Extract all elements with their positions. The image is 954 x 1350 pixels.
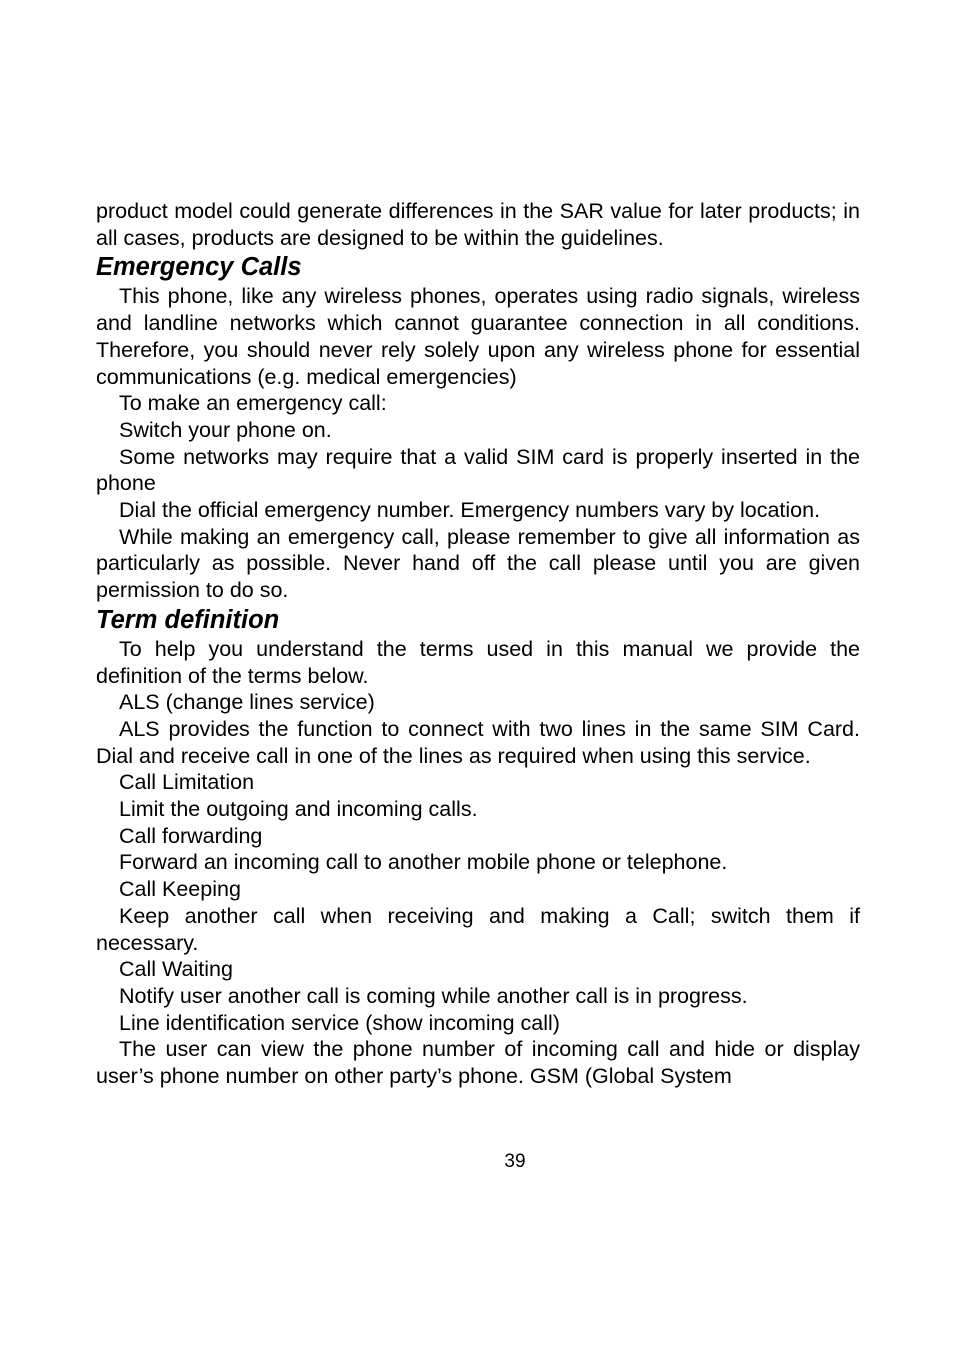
term-description: The user can view the phone number of incoming call and hide or display user’s phone number on other party’s phone. GSM (Global System [96, 1037, 860, 1089]
section-heading-emergency-calls: Emergency Calls [96, 253, 302, 282]
body-paragraph: product model could generate differences in the SAR value for later products; in all cases, products are designed to be within the guidelines. [96, 199, 860, 250]
body-paragraph: Dial the official emergency number. Emergency numbers vary by location. [119, 498, 821, 523]
term-description: Limit the outgoing and incoming calls. [119, 797, 478, 822]
term-name: Call forwarding [119, 823, 263, 848]
term-name: Call Keeping [119, 877, 241, 902]
page-number: 39 [504, 1151, 526, 1172]
term-name: ALS (change lines service) [119, 690, 375, 715]
body-paragraph: This phone, like any wireless phones, operates using radio signals, wireless and landline networks which cannot guarantee connection in all conditions. Therefore, you should never rely solely upon any wireless phone for essential communications (e.g. medical emergencies) [96, 284, 860, 389]
body-paragraph: Some networks may require that a valid SIM card is properly inserted in the phone [96, 444, 860, 496]
body-paragraph: To make an emergency call: [119, 391, 387, 416]
section-heading-term-definition: Term definition [96, 605, 280, 634]
term-description: ALS provides the function to connect with two lines in the same SIM Card. Dial and receive call in one of the lines as required when using this service. [96, 716, 860, 768]
term-name: Call Waiting [119, 957, 233, 982]
document-body [96, 198, 860, 1090]
body-paragraph: While making an emergency call, please remember to give all information as particularly as possible. Never hand off the call please until you are given permission to do so. [96, 524, 860, 603]
term-name: Call Limitation [119, 770, 255, 795]
term-description: Notify user another call is coming while another call is in progress. [119, 983, 748, 1008]
term-description: Forward an incoming call to another mobile phone or telephone. [119, 850, 728, 875]
body-paragraph: Switch your phone on. [119, 417, 332, 442]
body-paragraph: To help you understand the terms used in this manual we provide the definition of the terms below. [96, 636, 860, 688]
term-description: Keep another call when receiving and making a Call; switch them if necessary. [96, 903, 860, 955]
term-name: Line identification service (show incoming call) [119, 1010, 560, 1035]
